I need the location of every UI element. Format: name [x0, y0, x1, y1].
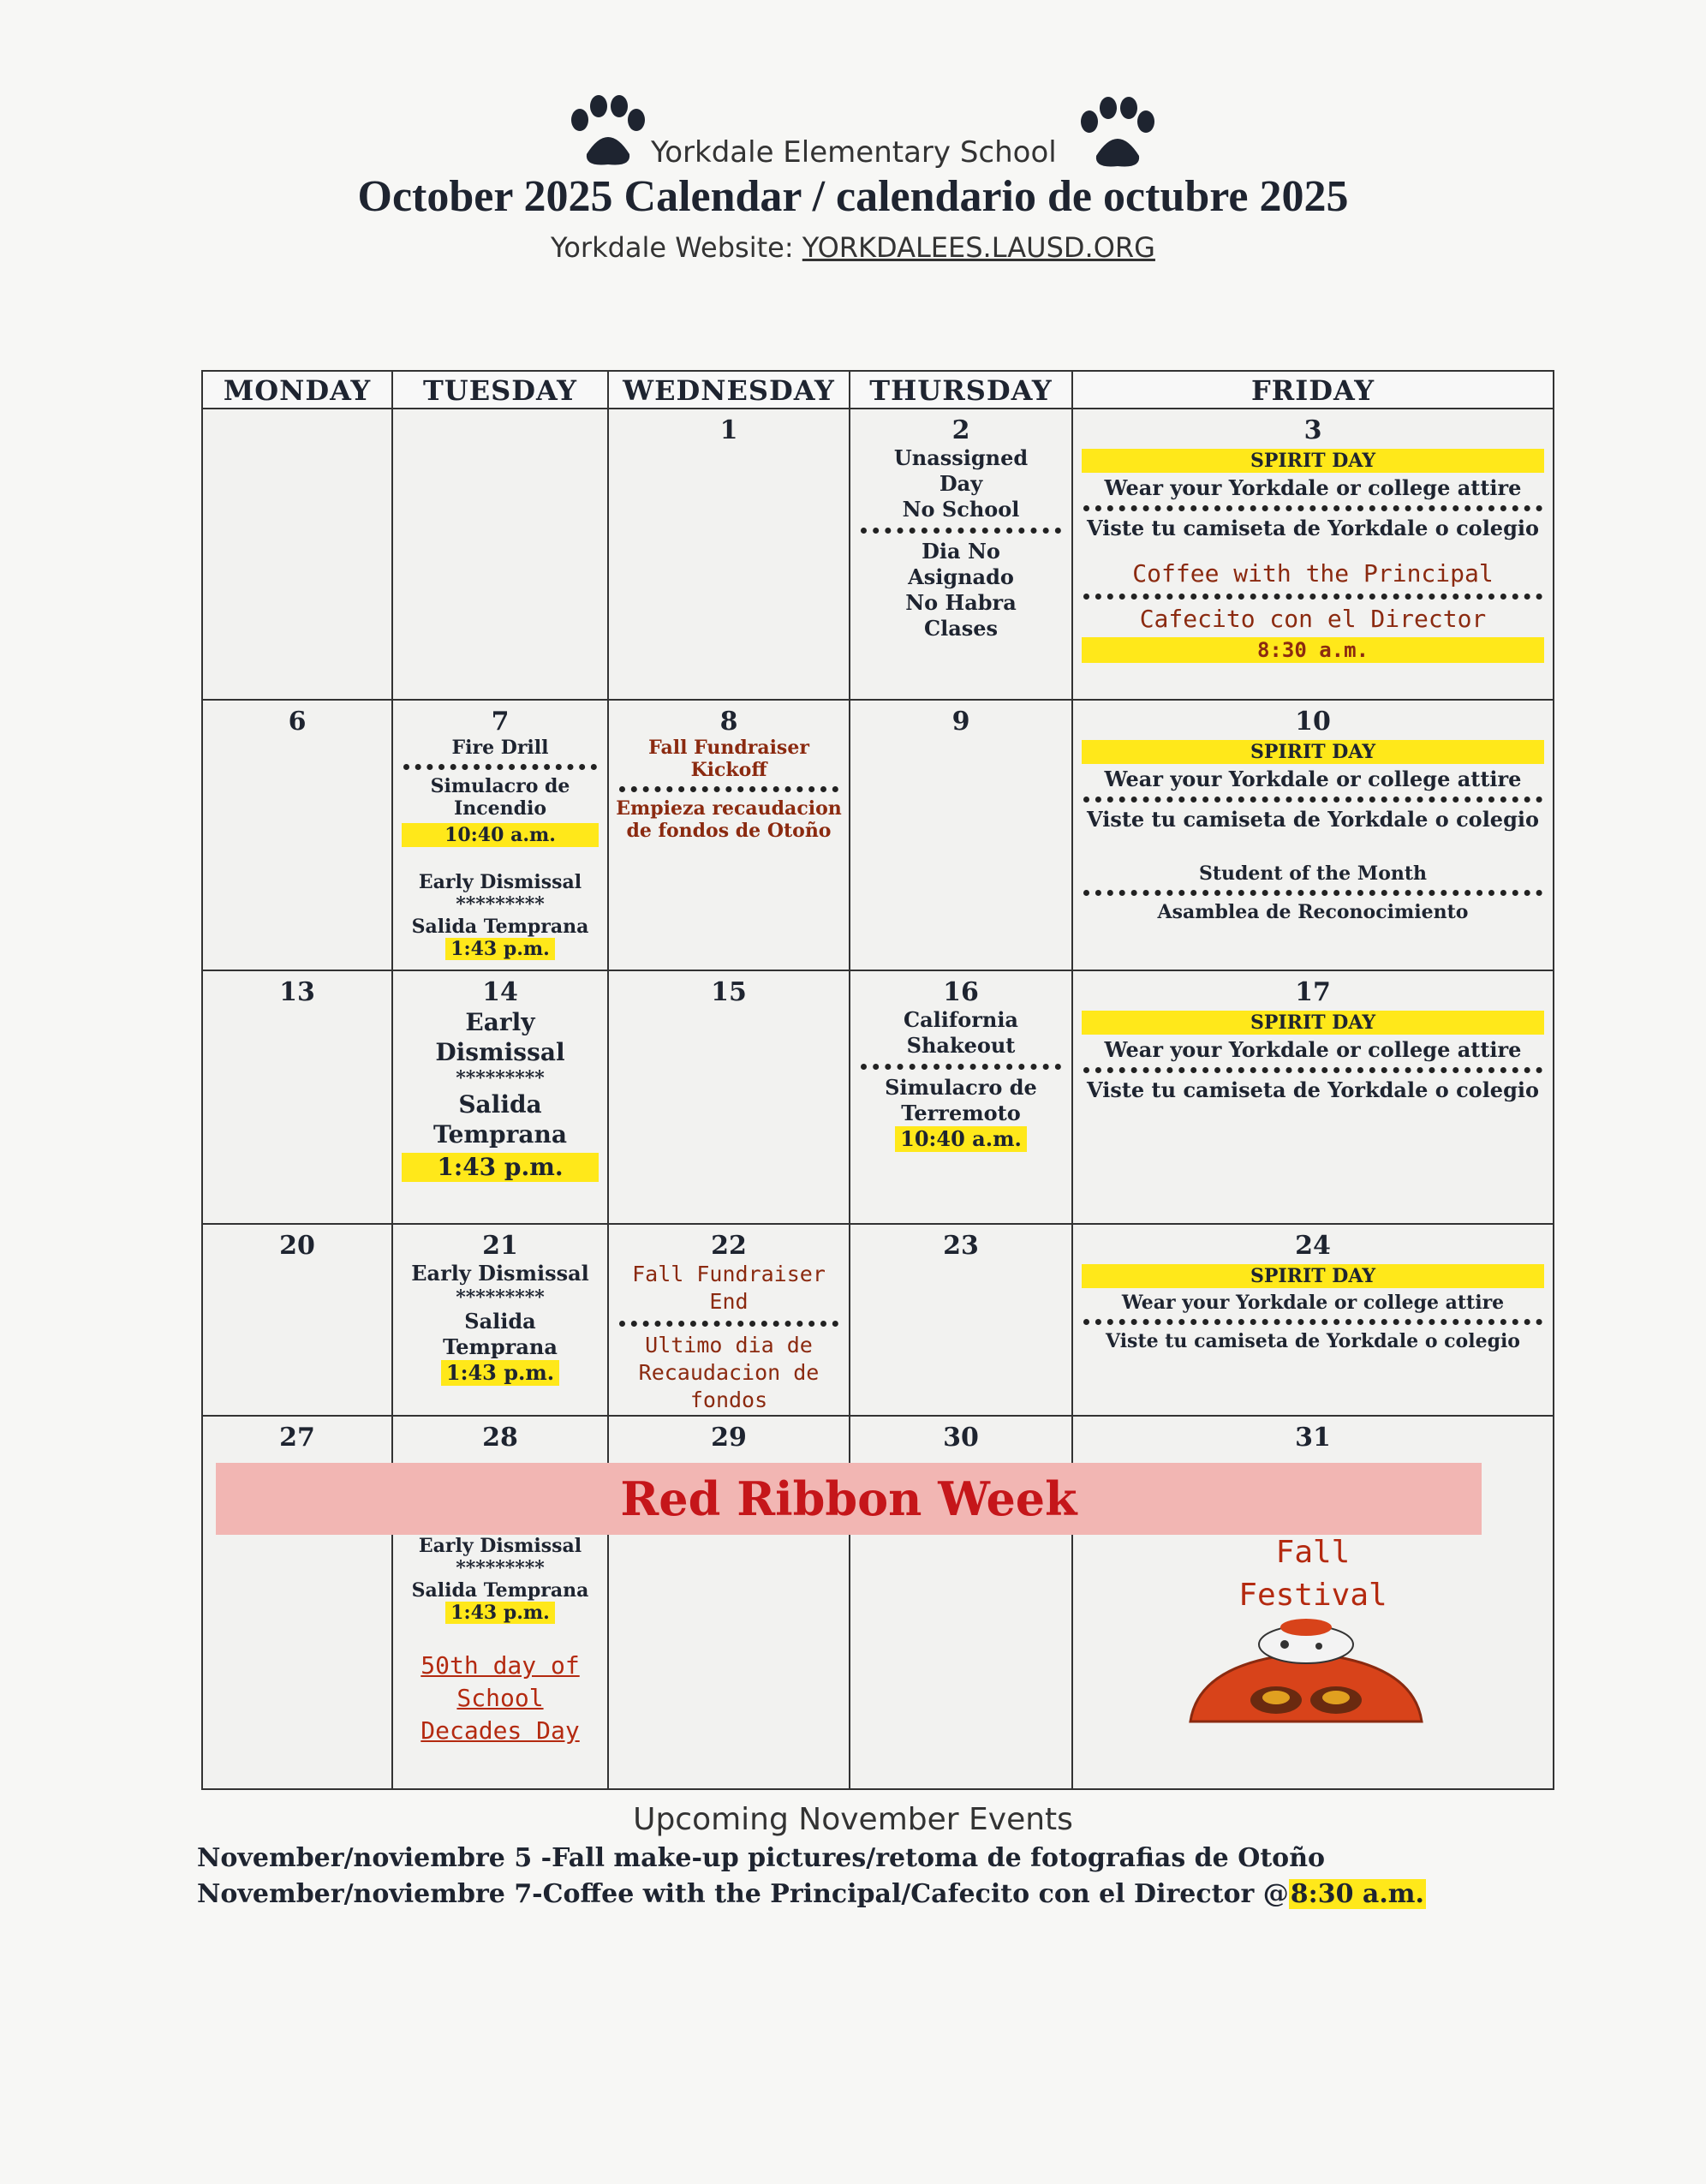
event-text: Wear your Yorkdale or college attire: [1104, 1037, 1522, 1062]
event-text: de fondos de Otoño: [626, 820, 832, 842]
event-text: Cafecito con el Director: [1139, 605, 1487, 633]
red-ribbon-week-banner: Red Ribbon Week: [216, 1463, 1482, 1535]
upcoming-event-2-text: November/noviembre 7-Coffee with the Principal/Cafecito con el Director @: [197, 1879, 1289, 1909]
event-time: 10:40 a.m.: [402, 823, 599, 847]
header-tuesday: TUESDAY: [391, 370, 609, 409]
event-text: 50th day of: [421, 1651, 580, 1680]
day-number: 28: [482, 1423, 518, 1453]
event-text: Wear your Yorkdale or college attire: [1104, 767, 1522, 791]
day-number: 16: [943, 977, 979, 1007]
event-text: Ultimo dia de: [645, 1333, 813, 1358]
divider: [619, 1321, 838, 1327]
page-title: October 2025 Calendar / calendario de octubre 2025: [357, 172, 1349, 221]
event-text: End: [709, 1289, 749, 1314]
day-number: 13: [279, 977, 315, 1007]
event-text: Temprana: [432, 1120, 568, 1149]
spirit-day-label: SPIRIT DAY: [1082, 1264, 1544, 1288]
day-number: 14: [482, 977, 518, 1007]
event-text: Empieza recaudacion: [616, 797, 842, 820]
event-text: Recaudacion de: [638, 1360, 820, 1385]
event-text: Dismissal: [435, 1038, 565, 1066]
day-cell-1: [607, 408, 850, 701]
event-text: Temprana: [443, 1334, 558, 1359]
event-text: *********: [456, 1286, 545, 1309]
day-number: 1: [719, 415, 738, 445]
divider: [1083, 594, 1542, 600]
day-number: 27: [279, 1423, 315, 1453]
event-text: Wear your Yorkdale or college attire: [1121, 1292, 1505, 1314]
website-label: Yorkdale Website:: [551, 231, 802, 264]
event-text: Terremoto: [901, 1101, 1021, 1125]
event-time: 1:43 p.m.: [441, 1360, 559, 1386]
day-cell-23: [849, 1223, 1073, 1417]
event-text: Dia No: [922, 539, 1000, 564]
day-number: 22: [711, 1231, 747, 1261]
event-text: Day: [939, 471, 983, 496]
day-cell-22: [607, 1223, 850, 1417]
event-text: Festival: [1238, 1578, 1387, 1613]
day-number: 15: [711, 977, 747, 1007]
event-text: Wear your Yorkdale or college attire: [1104, 475, 1522, 500]
header-friday: FRIDAY: [1071, 370, 1554, 409]
divider: [1083, 505, 1542, 511]
event-text: Fire Drill: [451, 737, 549, 759]
event-text: *********: [456, 893, 545, 916]
divider: [1083, 890, 1542, 896]
day-number: 8: [719, 707, 738, 737]
calendar-grid: [201, 370, 1554, 1790]
header-wednesday: WEDNESDAY: [607, 370, 850, 409]
spirit-day-label: SPIRIT DAY: [1082, 740, 1544, 764]
event-text: Kickoff: [690, 759, 767, 781]
day-number: 29: [711, 1423, 747, 1453]
event-text: Early Dismissal: [418, 871, 582, 893]
event-text: Simulacro de: [885, 1075, 1037, 1100]
event-text: Salida: [464, 1309, 536, 1334]
event-text: Asignado: [908, 564, 1014, 589]
day-number: 17: [1295, 977, 1331, 1007]
event-time: 1:43 p.m.: [445, 938, 555, 960]
event-text: Coffee with the Principal: [1132, 559, 1494, 588]
day-cell-3: [1071, 408, 1554, 701]
header-thursday: THURSDAY: [849, 370, 1073, 409]
event-text: No Habra: [905, 590, 1017, 615]
event-text: Salida: [458, 1090, 542, 1119]
event-text: Viste tu camiseta de Yorkdale o colegio: [1087, 1077, 1539, 1102]
upcoming-event-2-time: 8:30 a.m.: [1290, 1879, 1424, 1909]
day-cell-13: [201, 970, 393, 1225]
event-text: Early: [465, 1008, 535, 1036]
day-number: 3: [1303, 415, 1322, 445]
day-number: 10: [1295, 707, 1331, 737]
event-text: Early Dismissal: [418, 1535, 582, 1557]
day-cell-20: [201, 1223, 393, 1417]
day-number: 21: [482, 1231, 518, 1261]
event-text: Fall: [1275, 1535, 1351, 1570]
event-text: Fall Fundraiser: [648, 737, 809, 759]
event-text: Shakeout: [906, 1033, 1016, 1058]
day-number: 2: [951, 415, 970, 445]
day-number: 7: [491, 707, 510, 737]
day-cell-14: [391, 970, 609, 1225]
day-cell-2: [849, 408, 1073, 701]
event-text: No School: [902, 497, 1020, 522]
divider: [619, 786, 838, 792]
event-text: Incendio: [453, 797, 547, 820]
pumpkin-illustration-icon: [1182, 1610, 1430, 1730]
event-text: California: [904, 1007, 1018, 1032]
day-number: 6: [288, 707, 307, 737]
upcoming-event-1: November/noviembre 5 -Fall make-up pictures/retoma de fotografias de Otoño: [197, 1843, 1326, 1873]
event-text: Salida Temprana: [411, 916, 589, 938]
paw-print-icon: [1071, 96, 1165, 173]
day-cell-21: [391, 1223, 609, 1417]
spirit-day-label: SPIRIT DAY: [1082, 449, 1544, 473]
day-cell-6: [201, 699, 393, 971]
event-text: Viste tu camiseta de Yorkdale o colegio: [1087, 516, 1539, 540]
divider: [861, 1064, 1061, 1070]
day-cell-empty: [391, 408, 609, 701]
divider: [1083, 797, 1542, 803]
event-text: Viste tu camiseta de Yorkdale o colegio: [1087, 807, 1539, 832]
event-text: Early Dismissal: [411, 1261, 589, 1286]
header-monday: MONDAY: [201, 370, 393, 409]
event-text: *********: [456, 1557, 545, 1579]
website-link[interactable]: YORKDALEES.LAUSD.ORG: [802, 231, 1155, 264]
day-cell-10: [1071, 699, 1554, 971]
day-cell-15: [607, 970, 850, 1225]
event-time: 1:43 p.m.: [402, 1153, 599, 1182]
divider: [1083, 1319, 1542, 1325]
event-text: fondos: [689, 1387, 768, 1412]
event-text: Viste tu camiseta de Yorkdale o colegio: [1106, 1330, 1520, 1352]
event-time: 8:30 a.m.: [1082, 637, 1544, 663]
day-number: 24: [1295, 1231, 1331, 1261]
day-number: 9: [951, 707, 970, 737]
event-text: Asamblea de Reconocimiento: [1157, 901, 1469, 923]
day-cell-8: [607, 699, 850, 971]
event-text: Simulacro de: [430, 775, 570, 797]
event-text: Unassigned: [893, 445, 1029, 470]
day-number: 30: [943, 1423, 979, 1453]
event-time: 10:40 a.m.: [895, 1126, 1027, 1152]
event-text: School: [456, 1684, 544, 1712]
day-number: 23: [943, 1231, 979, 1261]
day-cell-24: [1071, 1223, 1554, 1417]
event-time: 1:43 p.m.: [445, 1602, 555, 1624]
paw-print-icon: [561, 94, 655, 171]
upcoming-events-title: Upcoming November Events: [633, 1802, 1073, 1837]
day-cell-7: [391, 699, 609, 971]
school-name: Yorkdale Elementary School: [651, 135, 1057, 170]
divider: [861, 528, 1061, 534]
day-cell-16: [849, 970, 1073, 1225]
event-text: Fall Fundraiser: [632, 1262, 826, 1286]
upcoming-event-2: [197, 1879, 1426, 1909]
day-number: 31: [1295, 1423, 1331, 1453]
divider: [403, 764, 597, 770]
event-text: Student of the Month: [1198, 862, 1428, 885]
divider: [1083, 1067, 1542, 1073]
day-number: 20: [279, 1231, 315, 1261]
spirit-day-label: SPIRIT DAY: [1082, 1011, 1544, 1035]
event-text: Salida Temprana: [411, 1579, 589, 1602]
event-text: Clases: [923, 616, 999, 641]
event-text: *********: [456, 1067, 545, 1089]
day-cell-17: [1071, 970, 1554, 1225]
day-cell-empty: [201, 408, 393, 701]
website-line: [0, 231, 1706, 264]
event-text: Decades Day: [421, 1716, 580, 1745]
day-cell-9: [849, 699, 1073, 971]
